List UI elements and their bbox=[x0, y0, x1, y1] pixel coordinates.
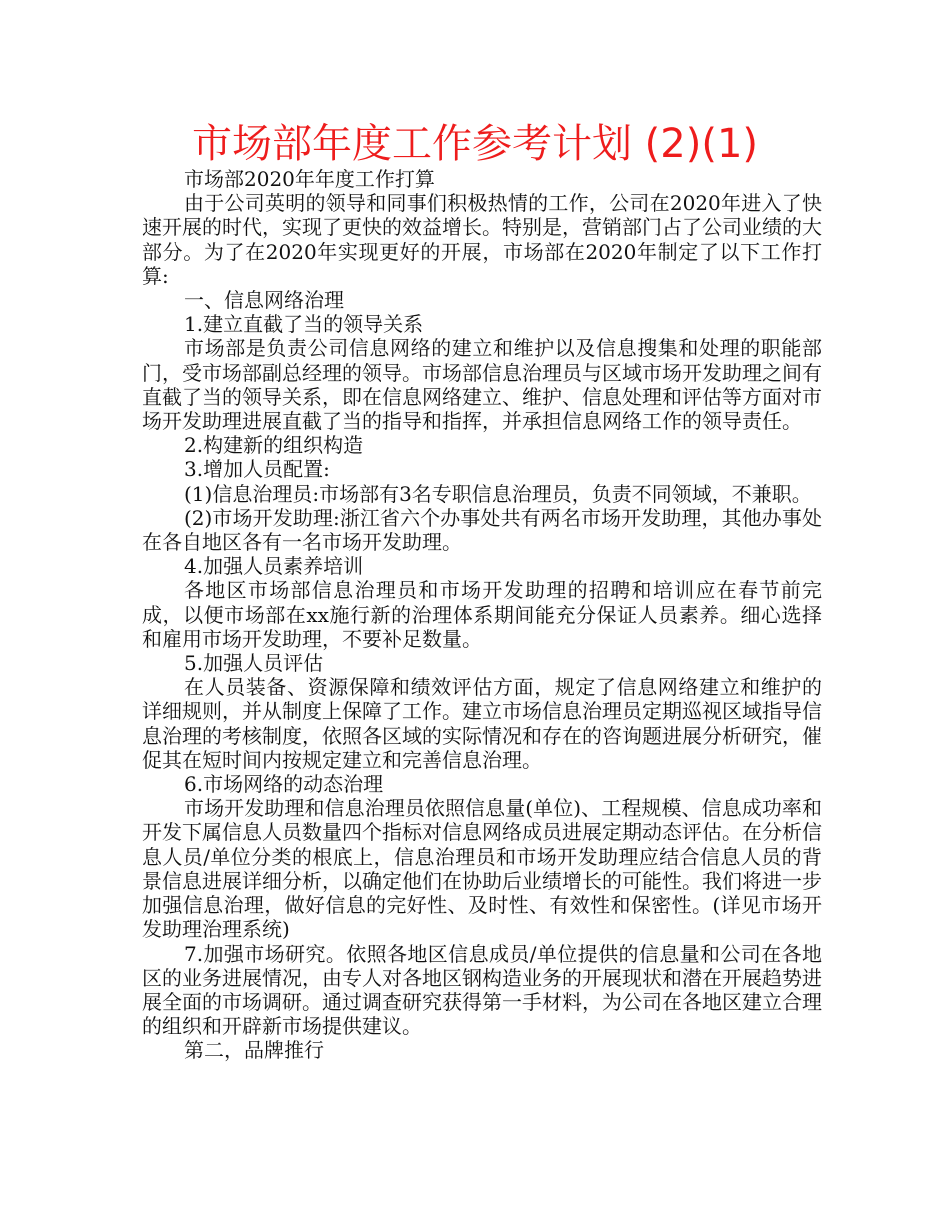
paragraph-staffing-2: (2)市场开发助理:浙江省六个办事处共有两名市场开发助理，其他办事处在各自地区各有一名市场开发助理。 bbox=[142, 505, 822, 555]
item-heading-training: 4.加强人员素养培训 bbox=[184, 554, 364, 579]
item-heading-leadership: 1.建立直截了当的领导关系 bbox=[184, 312, 424, 337]
paragraph-staffing-1: (1)信息治理员:市场部有3名专职信息治理员，负责不同领域，不兼职。 bbox=[184, 481, 812, 506]
paragraph-plan-heading: 市场部2020年年度工作打算 bbox=[184, 167, 435, 191]
document-body bbox=[142, 167, 822, 1063]
paragraph-training: 各地区市场部信息治理员和市场开发助理的招聘和培训应在春节前完成，以便市场部在xx施行新的治理体系期间能充分保证人员素养。细心选择和雇用市场开发助理，不要补足数量。 bbox=[142, 578, 822, 651]
paragraph-evaluation: 在人员装备、资源保障和绩效评估方面，规定了信息网络建立和维护的详细规则，并从制度上保障了工作。建立市场信息治理员定期巡视区域指导信息治理的考核制度，依照各区域的实际情况和存在的咨询题进展分析研究，催促其在短时间内按规定建立和完善信息治理。 bbox=[142, 675, 822, 772]
paragraph-leadership: 市场部是负责公司信息网络的建立和维护以及信息搜集和处理的职能部门，受市场部副总经理的领导。市场部信息治理员与区域市场开发助理之间有直截了当的领导关系，即在信息网络建立、维护、信息处理和评估等方面对市场开发助理进展直截了当的指导和指挥，并承担信息网络工作的领导责任。 bbox=[142, 336, 822, 434]
paragraph-intro: 由于公司英明的领导和同事们积极热情的工作，公司在2020年进入了快速开展的时代，实现了更快的效益增长。特别是，营销部门占了公司业绩的大部分。为了在2020年实现更好的开展，市场部在2020年制定了以下工作打算: bbox=[142, 191, 822, 288]
section-heading-info-network: 一、信息网络治理 bbox=[184, 288, 344, 313]
item-heading-staffing: 3.增加人员配置: bbox=[184, 457, 330, 482]
item-heading-dynamic-management: 6.市场网络的动态治理 bbox=[184, 772, 384, 797]
item-heading-evaluation: 5.加强人员评估 bbox=[184, 651, 324, 676]
document-title: 市场部年度工作参考计划 (2)(1) bbox=[191, 121, 759, 167]
paragraph-dynamic-management: 市场开发助理和信息治理员依照信息量(单位)、工程规模、信息成功率和开发下属信息人员数量四个指标对信息网络成员进展定期动态评估。在分析信息人员/单位分类的根底上，信息治理员和市场开发助理应结合信息人员的背景信息进展详细分析，以确定他们在协助后业绩增长的可能性。我们将进一步加强信息治理，做好信息的完好性、及时性、有效性和保密性。(详见市场开发助理治理系统) bbox=[142, 796, 822, 942]
item-heading-structure: 2.构建新的组织构造 bbox=[184, 433, 364, 458]
section-heading-brand: 第二，品牌推行 bbox=[184, 1038, 324, 1063]
paragraph-market-research: 7.加强市场研究。依照各地区信息成员/单位提供的信息量和公司在各地区的业务进展情况，由专人对各地区钢构造业务的开展现状和潜在开展趋势进展全面的市场调研。通过调查研究获得第一手材料，为公司在各地区建立合理的组织和开辟新市场提供建议。 bbox=[142, 941, 822, 1039]
